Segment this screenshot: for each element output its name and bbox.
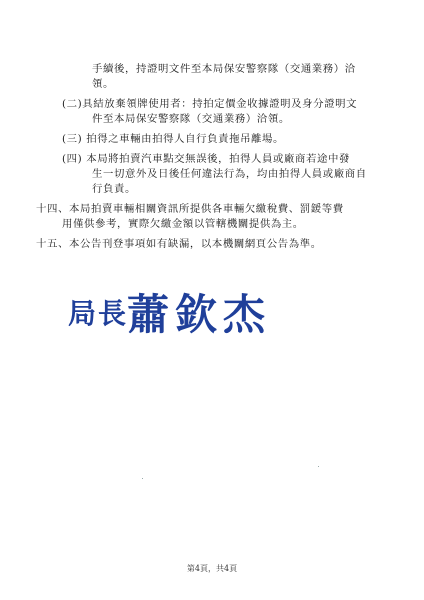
body-line: 用僅供參考，實際欠繳金額以管轄機關提供為主。 (62, 218, 304, 230)
body-line: 領。 (92, 78, 114, 90)
signature-name-stamp: 蕭欽杰 (127, 290, 272, 339)
body-line: 行負責。 (92, 183, 136, 195)
body-line: (四) 本局將拍賣汽車點交無誤後，拍得人員或廠商若途中發 (62, 153, 350, 165)
scan-speck (318, 466, 319, 467)
body-line: 件至本局保安警察隊（交通業務）洽領。 (92, 113, 290, 125)
body-line: (二)具結放棄領牌使用者：持拍定價金收據證明及身分證明文 (62, 98, 358, 110)
body-line: 手續後，持證明文件至本局保安警察隊（交通業務）洽 (92, 63, 356, 75)
body-line: 十四、本局拍賣車輛相關資訊所提供各車輛欠繳稅費、罰鍰等費 (36, 203, 344, 215)
body-line: 十五、本公告刊登事項如有缺漏，以本機關網頁公告為準。 (36, 238, 322, 250)
signature-title-stamp: 局長 (68, 297, 129, 330)
body-line: (三) 拍得之車輛由拍得人自行負責拖吊離場。 (62, 133, 285, 145)
scan-speck (142, 478, 143, 479)
body-line: 生一切意外及日後任何違法行為，均由拍得人員或廠商自 (92, 168, 367, 180)
page-number-footer: 第4頁，共4頁 (186, 564, 238, 573)
